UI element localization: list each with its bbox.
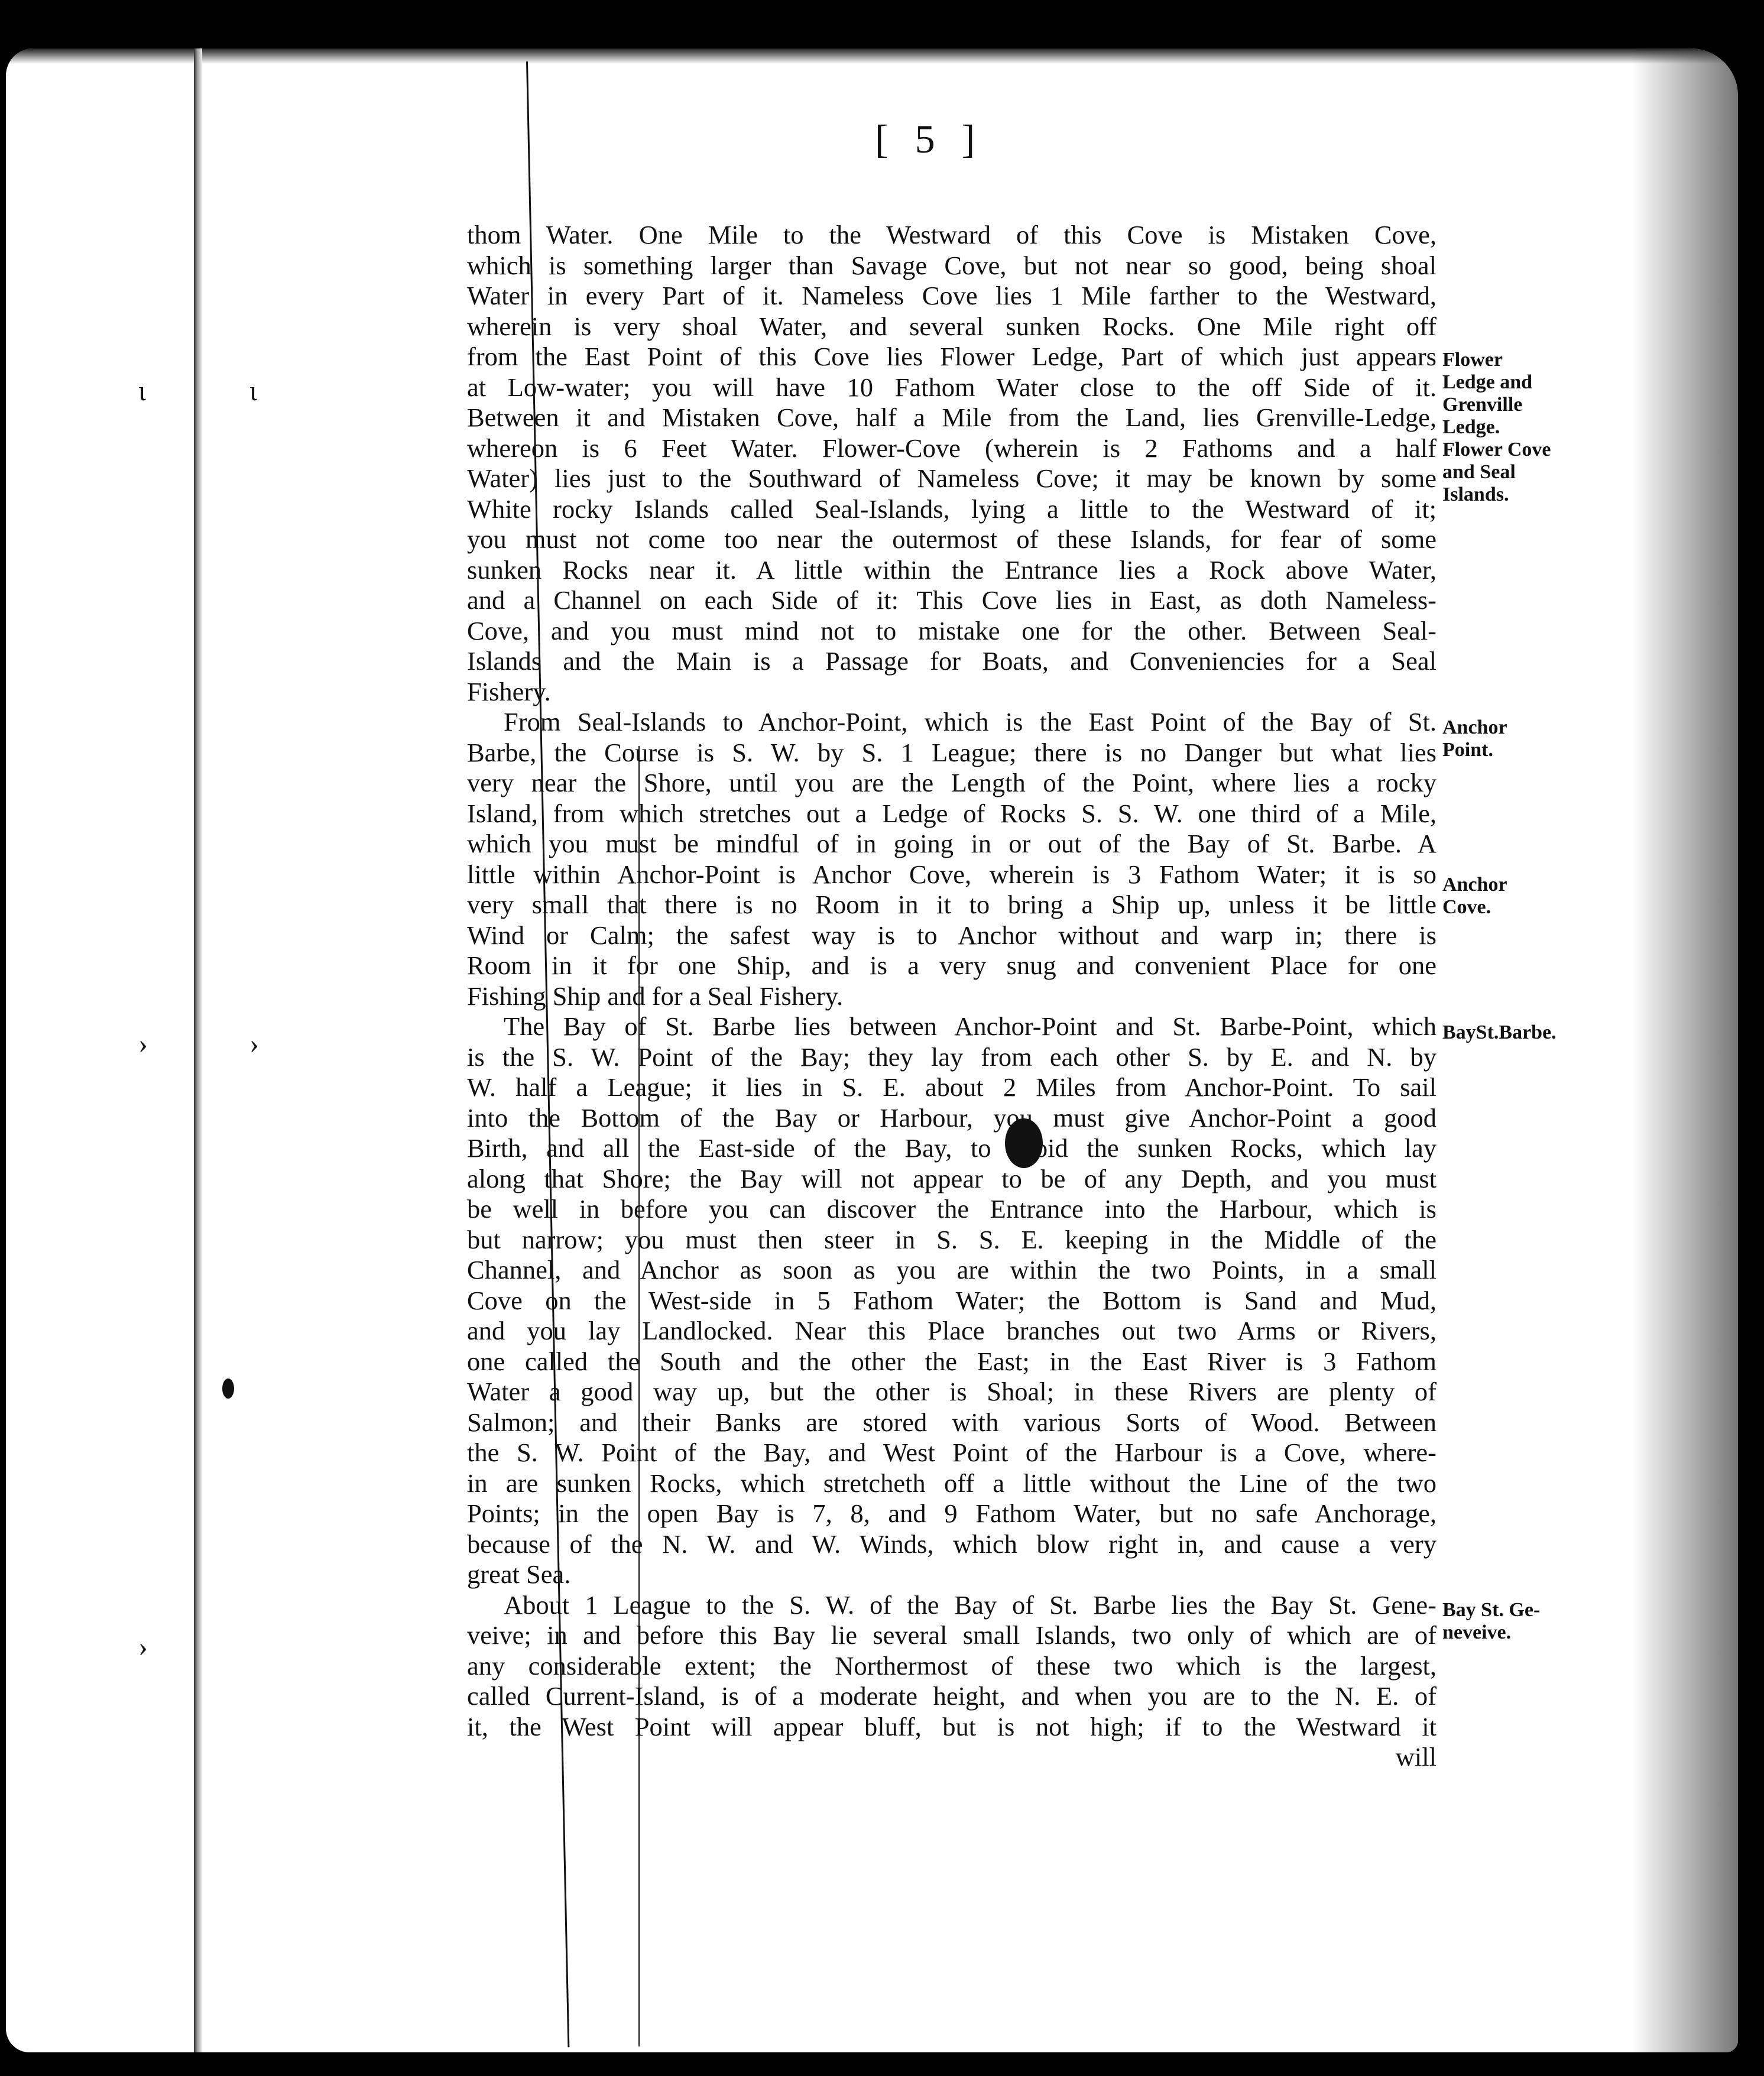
text-line: thom Water. One Mile to the Westward of this Cove is Mistaken Cove, (467, 220, 1437, 249)
text-line: it, the West Point will appear bluff, but is not high; if to the Westward it (467, 1711, 1437, 1741)
margin-mark: › (249, 1028, 259, 1059)
text-line: called Current-Island, is of a moderate height, and when you are to the N. E. of (467, 1681, 1437, 1711)
margin-mark: ɩ (138, 375, 146, 407)
text-line: W. half a League; it lies in S. E. about 2 Miles from Anchor-Point. To sail (467, 1072, 1437, 1102)
text-line: Water a good way up, but the other is Shoal; in these Rivers are plenty of (467, 1377, 1437, 1406)
text-line: Cove, and you must mind not to mistake one for the other. Between Seal- (467, 615, 1437, 645)
page-number: [ 5 ] (875, 116, 984, 161)
text-line: from the East Point of this Cove lies Flower Ledge, Part of which just appears (467, 342, 1437, 371)
text-line: The Bay of St. Barbe lies between Anchor-Point and St. Barbe-Point, which (504, 1011, 1437, 1041)
text-line: in are sunken Rocks, which stretcheth off a little without the Line of the two (467, 1468, 1437, 1498)
ink-speck (222, 1378, 234, 1399)
text-line: into the Bottom of the Bay or Harbour, you must give Anchor-Point a good (467, 1102, 1437, 1133)
text-line: sunken Rocks near it. A little within the Entrance lies a Rock above Water, (467, 554, 1437, 585)
text-line: Between it and Mistaken Cove, half a Mile from the Land, lies Grenville-Ledge, (467, 403, 1437, 432)
text-line: one called the South and the other the East; in the East River is 3 Fathom (467, 1346, 1437, 1376)
text-line: Island, from which stretches out a Ledge of Rocks S. S. W. one third of a Mile, (467, 798, 1437, 828)
text-line: Water) lies just to the Southward of Nameless Cove; it may be known by some (467, 463, 1437, 493)
text-line: very near the Shore, until you are the Length of the Point, where lies a rocky (467, 768, 1437, 797)
text-line: great Sea. (467, 1559, 571, 1589)
text-line: Barbe, the Course is S. W. by S. 1 League; there is no Danger but what lies (467, 737, 1437, 767)
text-line: very small that there is no Room in it to bring a Ship up, unless it be little (467, 890, 1437, 919)
text-line: veive; in and before this Bay lie several small Islands, two only of which are of (467, 1620, 1437, 1650)
body-text (467, 220, 1437, 1773)
margin-mark: › (138, 1028, 148, 1059)
text-line: White rocky Islands called Seal-Islands, lying a little to the Westward of it; (467, 494, 1437, 524)
margin-note: Flower Ledge and Grenville Ledge. Flower Cove and Seal Islands. (1442, 349, 1551, 505)
text-line: the S. W. Point of the Bay, and West Point of the Harbour is a Cove, where- (467, 1438, 1437, 1467)
text-line: which you must be mindful of in going in or out of the Bay of St. Barbe. A (467, 829, 1437, 858)
page-shadow-top (6, 48, 1738, 64)
text-line: Room in it for one Ship, and is a very snug and convenient Place for one (467, 951, 1437, 980)
facing-page-edge (194, 48, 202, 2052)
margin-mark: ɩ (249, 375, 257, 407)
text-line: but narrow; you must then steer in S. S. E. keeping in the Middle of the (467, 1224, 1437, 1254)
text-line: Islands and the Main is a Passage for Boats, and Conveniencies for a Seal (467, 646, 1437, 676)
text-line: at Low-water; you will have 10 Fathom Water close to the off Side of it. (467, 372, 1437, 402)
text-line: Salmon; and their Banks are stored with various Sorts of Wood. Between (467, 1407, 1437, 1437)
text-line: is the S. W. Point of the Bay; they lay from each other S. by E. and N. by (467, 1042, 1437, 1072)
text-line: Channel, and Anchor as soon as you are within the two Points, in a small (467, 1255, 1437, 1284)
text-line: which is something larger than Savage Cove, but not near so good, being shoal (467, 250, 1437, 280)
text-line: Water in every Part of it. Nameless Cove lies 1 Mile farther to the Westward, (467, 281, 1437, 310)
catchword: will (1395, 1742, 1437, 1772)
text-line: About 1 League to the S. W. of the Bay of St. Barbe lies the Bay St. Gene- (504, 1590, 1437, 1620)
margin-note: Bay St. Ge- neveive. (1442, 1599, 1541, 1643)
text-line: along that Shore; the Bay will not appear to be of any Depth, and you must (467, 1163, 1437, 1193)
text-line: be well in before you can discover the Entrance into the Harbour, which is (467, 1194, 1437, 1224)
text-line: and a Channel on each Side of it: This Cove lies in East, as doth Nameless- (467, 585, 1437, 615)
text-line: because of the N. W. and W. Winds, which blow right in, and cause a very (467, 1529, 1437, 1559)
margin-note: Anchor Point. (1442, 716, 1507, 761)
text-line: you must not come too near the outermost of these Islands, for fear of some (467, 524, 1437, 554)
text-line: wherein is very shoal Water, and several sunken Rocks. One Mile right off (467, 311, 1437, 341)
text-line: Birth, and all the East-side of the Bay, to avoid the sunken Rocks, which lay (467, 1133, 1437, 1163)
text-line: Cove on the West-side in 5 Fathom Water; the Bottom is Sand and Mud, (467, 1285, 1437, 1315)
text-line: Fishery. (467, 676, 551, 706)
margin-mark: › (138, 1631, 148, 1662)
text-line: and you lay Landlocked. Near this Place branches out two Arms or Rivers, (467, 1316, 1437, 1345)
text-line: whereon is 6 Feet Water. Flower-Cove (wherein is 2 Fathoms and a half (467, 433, 1437, 463)
text-line: Wind or Calm; the safest way is to Anchor without and warp in; there is (467, 920, 1437, 950)
text-line: little within Anchor-Point is Anchor Cove, wherein is 3 Fathom Water; it is so (467, 859, 1437, 889)
text-line: Points; in the open Bay is 7, 8, and 9 Fathom Water, but no safe Anchorage, (467, 1498, 1437, 1528)
text-line: Fishing Ship and for a Seal Fishery. (467, 981, 844, 1011)
page-shadow-right (1632, 48, 1738, 2052)
text-line: From Seal-Islands to Anchor-Point, which is the East Point of the Bay of St. (504, 707, 1437, 737)
text-line: any considerable extent; the Northermost of these two which is the largest, (467, 1650, 1437, 1681)
margin-note: BaySt.Barbe. (1442, 1021, 1557, 1043)
margin-note: Anchor Cove. (1442, 874, 1507, 918)
